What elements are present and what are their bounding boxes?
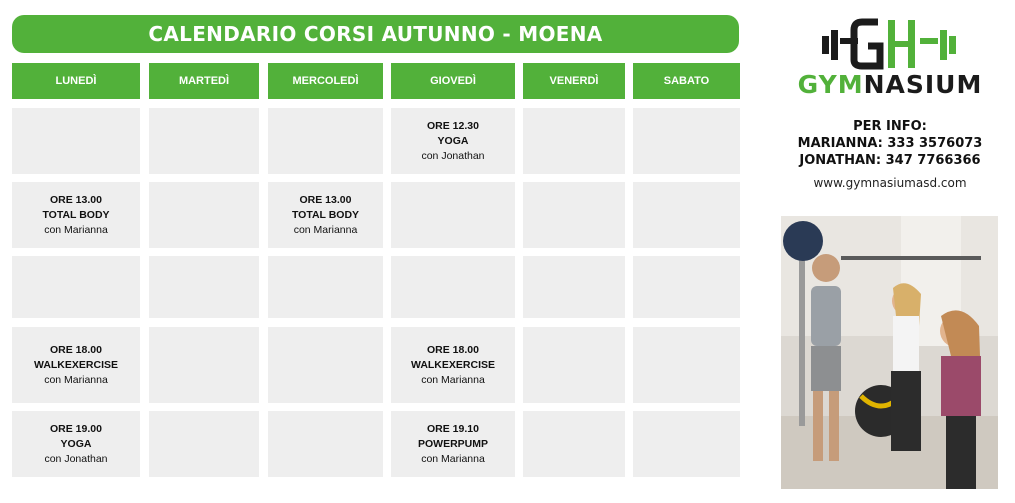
class-time: ORE 19.00: [50, 422, 102, 435]
schedule-cell: [523, 108, 625, 174]
info-heading: PER INFO:: [853, 119, 927, 134]
day-header: VENERDÌ: [523, 63, 625, 99]
schedule-cell: [391, 182, 515, 248]
class-time: ORE 19.10: [427, 422, 479, 435]
schedule-cell: [268, 327, 383, 403]
class-name: YOGA: [437, 134, 469, 147]
schedule-cell: [523, 327, 625, 403]
class-time: ORE 13.00: [299, 193, 352, 206]
schedule-cell: [12, 327, 140, 403]
brand-nasium: NASIUM: [863, 70, 983, 99]
schedule-title: CALENDARIO CORSI AUTUNNO - MOENA: [12, 15, 739, 53]
schedule-cell: [391, 108, 515, 174]
schedule-cell: [149, 182, 259, 248]
class-name: TOTAL BODY: [291, 208, 360, 221]
schedule-cell: [633, 108, 740, 174]
class-instructor: con Marianna: [421, 373, 485, 386]
schedule-cell: [523, 256, 625, 318]
schedule-cell: [12, 182, 140, 248]
schedule-cell: [12, 256, 140, 318]
schedule-cell: [391, 256, 515, 318]
schedule-cell: [391, 327, 515, 403]
schedule-cell: [391, 411, 515, 477]
schedule-cell: [268, 256, 383, 318]
info-jonathan: JONATHAN: 347 7766366: [799, 153, 981, 168]
day-header: MERCOLEDÌ: [268, 63, 383, 99]
brand-name: [772, 70, 1008, 99]
class-instructor: con Jonathan: [421, 149, 485, 162]
day-header: GIOVEDÌ: [391, 63, 515, 99]
brand-gym: GYM: [797, 70, 864, 99]
class-instructor: con Jonathan: [44, 452, 108, 465]
schedule-cell: [268, 182, 383, 248]
schedule-cell: [149, 256, 259, 318]
info-marianna: MARIANNA: 333 3576073: [797, 136, 983, 151]
day-header: SABATO: [633, 63, 740, 99]
class-instructor: con Marianna: [293, 223, 358, 236]
class-name: WALKEXERCISE: [410, 358, 495, 371]
website-link[interactable]: www.gymnasiumasd.com: [813, 176, 967, 190]
schedule-cell: [149, 327, 259, 403]
class-instructor: con Marianna: [44, 223, 108, 236]
schedule-cell: [633, 411, 740, 477]
schedule-cell: [149, 108, 259, 174]
class-name: WALKEXERCISE: [33, 358, 118, 371]
schedule-cell: [633, 182, 740, 248]
class-time: ORE 18.00: [50, 343, 102, 356]
day-header: MARTEDÌ: [149, 63, 259, 99]
schedule-cell: [523, 182, 625, 248]
schedule-cell: [633, 327, 740, 403]
fitness-photo: [781, 216, 998, 489]
schedule-cell: [12, 108, 140, 174]
schedule-cell: [149, 411, 259, 477]
class-name: POWERPUMP: [417, 437, 488, 450]
class-time: ORE 13.00: [50, 193, 102, 206]
contact-info: [780, 118, 1000, 169]
class-name: YOGA: [60, 437, 92, 450]
schedule-cell: [12, 411, 140, 477]
class-time: ORE 18.00: [427, 343, 479, 356]
schedule-cell: [268, 108, 383, 174]
class-instructor: con Marianna: [44, 373, 108, 386]
class-time: ORE 12.30: [427, 119, 479, 132]
schedule-cell: [523, 411, 625, 477]
class-name: TOTAL BODY: [42, 208, 110, 221]
day-header: LUNEDÌ: [12, 63, 140, 99]
class-instructor: con Marianna: [421, 452, 485, 465]
schedule-cell: [268, 411, 383, 477]
schedule-cell: [633, 256, 740, 318]
